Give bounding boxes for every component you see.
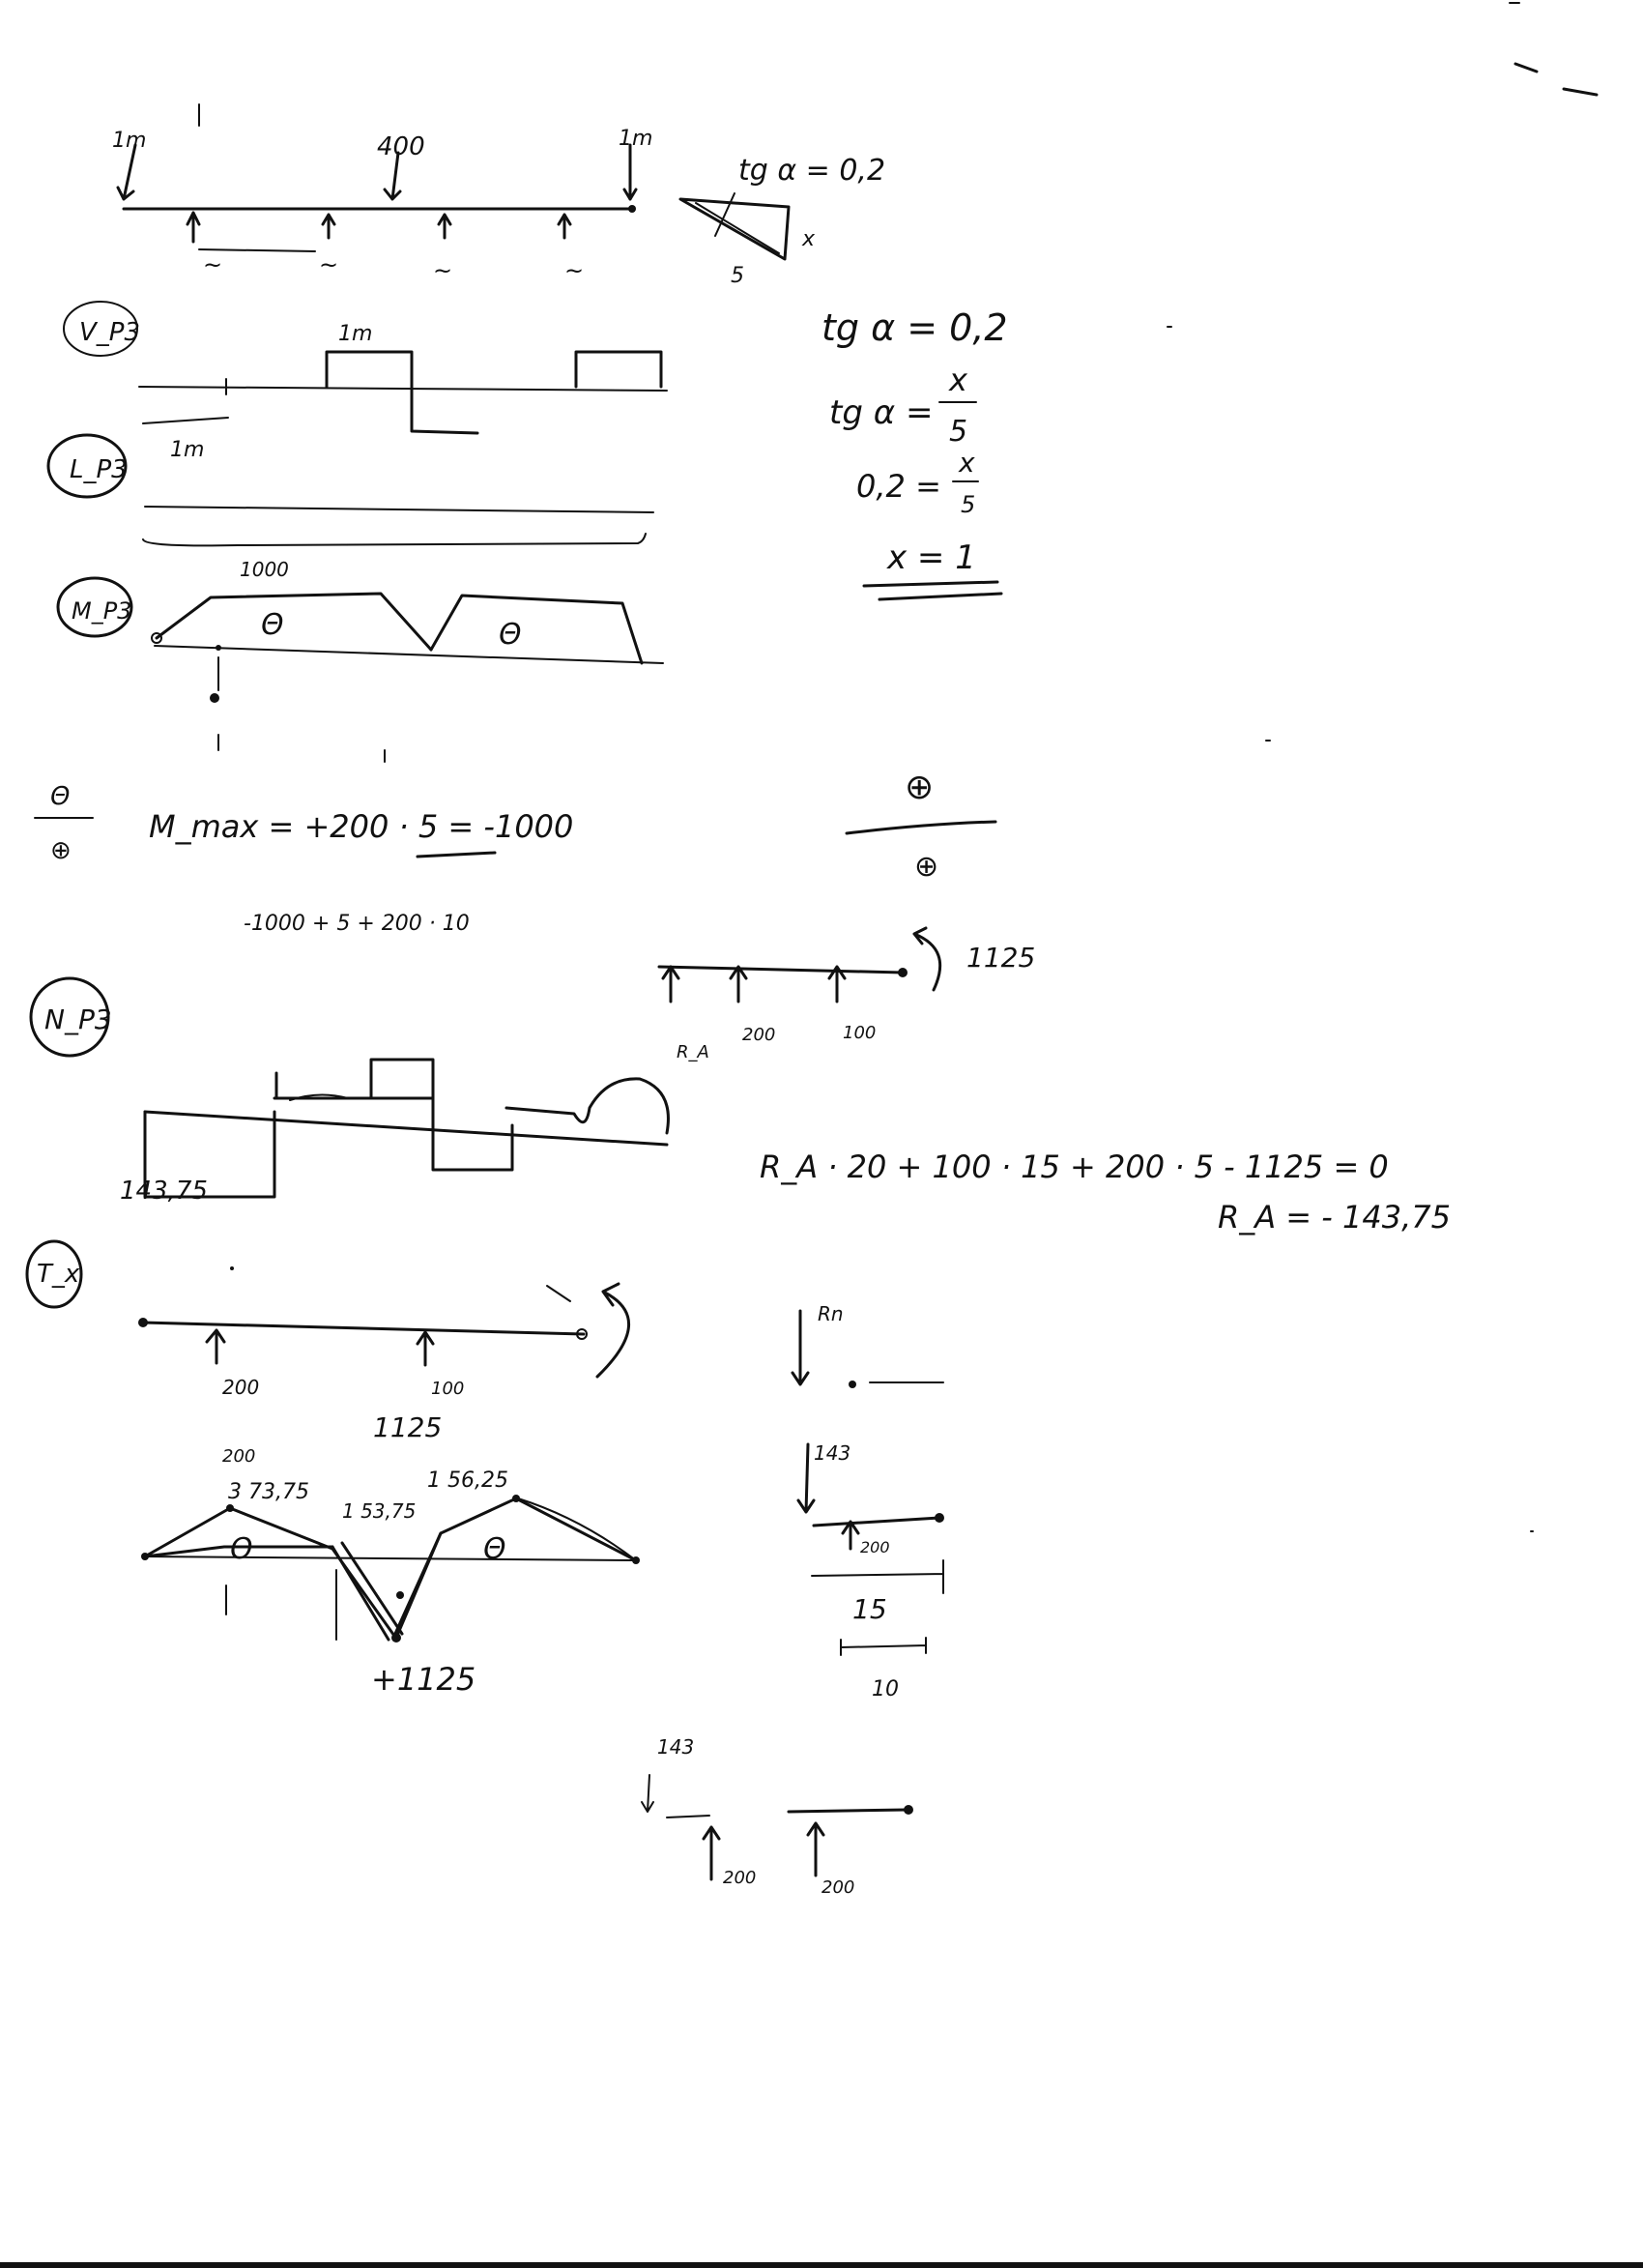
- calc-line-3-num: x: [959, 447, 975, 479]
- top-beam-support-4: ~: [564, 257, 585, 284]
- triangle-five: 5: [731, 264, 744, 288]
- triangle-x: x: [802, 227, 816, 251]
- bottom-sketch-label: 143: [657, 1735, 695, 1759]
- l-diagram-value: 1m: [170, 438, 205, 462]
- side-sketch-1-label: Rn: [818, 1302, 844, 1325]
- calc-line-2-den: 5: [949, 415, 968, 449]
- top-beam-sketch: [118, 104, 636, 251]
- t-beam-moment: 1125: [373, 1411, 443, 1443]
- m-sign-right: Θ: [499, 618, 522, 652]
- calc-line-1: tg α = 0,2: [822, 306, 1008, 349]
- side-sketch-2-span: 15: [852, 1593, 887, 1625]
- triangle-note: tg α = 0,2: [738, 154, 886, 188]
- top-beam-support-1: ~: [203, 251, 223, 278]
- l-diagram-label: L_P3: [70, 455, 128, 484]
- mid-beam-ra: R_A: [677, 1042, 709, 1062]
- stray-mark: [1167, 327, 1533, 1531]
- t-beam-load2: 100: [431, 1379, 465, 1399]
- top-beam-support-3: ~: [433, 257, 453, 284]
- bottom-sketch: [642, 1775, 913, 1879]
- mid-beam-moment: 1125: [966, 942, 1036, 974]
- t-beam-load1: 200: [222, 1376, 260, 1399]
- t-diagram-val-c: 1 56,25: [427, 1468, 508, 1493]
- sign-conv-line: [847, 822, 995, 833]
- calc-line-2-num: x: [949, 362, 967, 398]
- bottom-sketch-load2: 200: [822, 1877, 855, 1898]
- mid-beam-load1: 200: [742, 1025, 776, 1045]
- top-beam-load-mid: 400: [377, 132, 425, 161]
- m-sign-left: Θ: [261, 608, 284, 642]
- t-diagram-sign-left: Θ: [230, 1532, 253, 1566]
- calc-line-2-lhs: tg α =: [829, 393, 934, 432]
- moment-underline: [418, 853, 495, 857]
- t-diagram-val-a: 3 73,75: [228, 1480, 309, 1504]
- n-diagram: [145, 1060, 668, 1197]
- scan-border: [0, 2262, 1643, 2268]
- top-beam-load-right: 1m: [619, 127, 653, 151]
- slope-triangle: [680, 193, 789, 259]
- m-diagram-value: 1000: [240, 558, 289, 581]
- ra-result: R_A = - 143,75: [1218, 1199, 1451, 1236]
- moment-equation-2: -1000 + 5 + 200 · 10: [244, 912, 470, 936]
- sign-note-left-top: Θ: [50, 782, 71, 811]
- sign-conv-bottom: ⊕: [914, 850, 939, 884]
- side-sketch-1: [793, 1311, 943, 1388]
- sign-conv-top: ⊕: [905, 768, 935, 807]
- t-diagram-label: T_x: [37, 1260, 80, 1289]
- corner-scribble: [1515, 64, 1597, 95]
- side-sketch-2-dim: 10: [872, 1677, 899, 1701]
- side-sketch-2-load: 200: [860, 1538, 890, 1556]
- n-diagram-label: N_P3: [44, 1003, 112, 1035]
- top-beam-support-2: ~: [319, 251, 339, 278]
- mid-beam-sketch: [659, 928, 940, 1002]
- sign-note-left-bottom: ⊕: [50, 836, 72, 865]
- calc-line-3-den: 5: [961, 491, 976, 518]
- m-diagram: [152, 594, 663, 762]
- t-beam-sketch: [138, 1266, 629, 1377]
- t-diagram-sign-right: Θ: [483, 1532, 506, 1566]
- v-diagram-label: V_P3: [79, 318, 141, 347]
- t-diagram-bottom: +1125: [371, 1661, 476, 1698]
- t-diagram-val-b: 1 53,75: [342, 1499, 417, 1523]
- mid-beam-load2: 100: [843, 1023, 877, 1043]
- ra-equation: R_A · 20 + 100 · 15 + 200 · 5 - 1125 = 0: [760, 1149, 1389, 1185]
- calc-line-3-lhs: 0,2 =: [856, 468, 941, 505]
- result-underline: [864, 582, 1001, 599]
- side-sketch-2-label: 143: [814, 1441, 851, 1465]
- m-diagram-label: M_P3: [72, 597, 132, 625]
- t-diagram-top-left: 200: [222, 1446, 256, 1467]
- n-diagram-value: 143,75: [120, 1177, 208, 1206]
- v-diagram-value: 1m: [338, 322, 373, 346]
- l-diagram: [143, 418, 653, 545]
- bottom-sketch-load1: 200: [723, 1868, 757, 1888]
- v-diagram: [139, 352, 667, 433]
- moment-equation: M_max = +200 · 5 = -1000: [149, 808, 574, 845]
- top-beam-load-left: 1m: [112, 129, 147, 153]
- calc-line-4: x = 1: [887, 538, 976, 577]
